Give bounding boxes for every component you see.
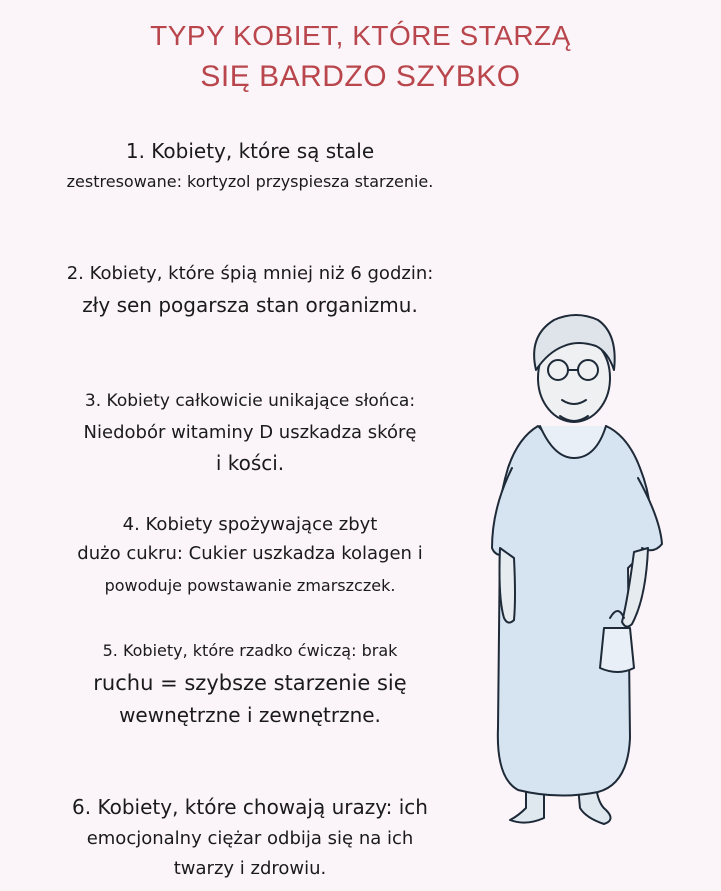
item-6-line-1: 6. Kobiety, które chowają urazy: ich (72, 795, 428, 819)
item-3-line-3: i kości. (215, 451, 285, 475)
item-4-line-2: dużo cukru: Cukier uszkadza kolagen i (77, 543, 423, 564)
item-2-line-2: zły sen pogarsza stan organizmu. (82, 293, 418, 317)
item-6-line-3: twarzy i zdrowiu. (173, 858, 327, 879)
item-2-line-1: 2. Kobiety, które śpią mniej niż 6 godzin: (66, 263, 434, 284)
item-1-line-2: zestresowane: kortyzol przyspiesza starzenie. (66, 172, 434, 191)
item-5-line-1: 5. Kobiety, które rzadko ćwiczą: brak (102, 641, 398, 660)
elderly-woman-illustration (478, 308, 678, 848)
item-4-line-3: powoduje powstawanie zmarszczek. (104, 576, 396, 595)
item-5-line-3: wewnętrzne i zewnętrzne. (119, 703, 381, 727)
item-1-line-1: 1. Kobiety, które są stale (125, 139, 375, 163)
title-line-2: SIĘ BARDZO SZYBKO (200, 60, 521, 93)
item-5-line-2: ruchu = szybsze starzenie się (93, 671, 407, 695)
item-6-line-2: emocjonalny ciężar odbija się na ich (86, 828, 414, 849)
item-3-line-1: 3. Kobiety całkowicie unikające słońca: (84, 391, 416, 411)
item-3-line-2: Niedobór witaminy D uszkadza skórę (83, 422, 417, 443)
title-line-1: TYPY KOBIET, KTÓRE STARZĄ (150, 20, 571, 51)
item-4-line-1: 4. Kobiety spożywające zbyt (122, 514, 378, 535)
